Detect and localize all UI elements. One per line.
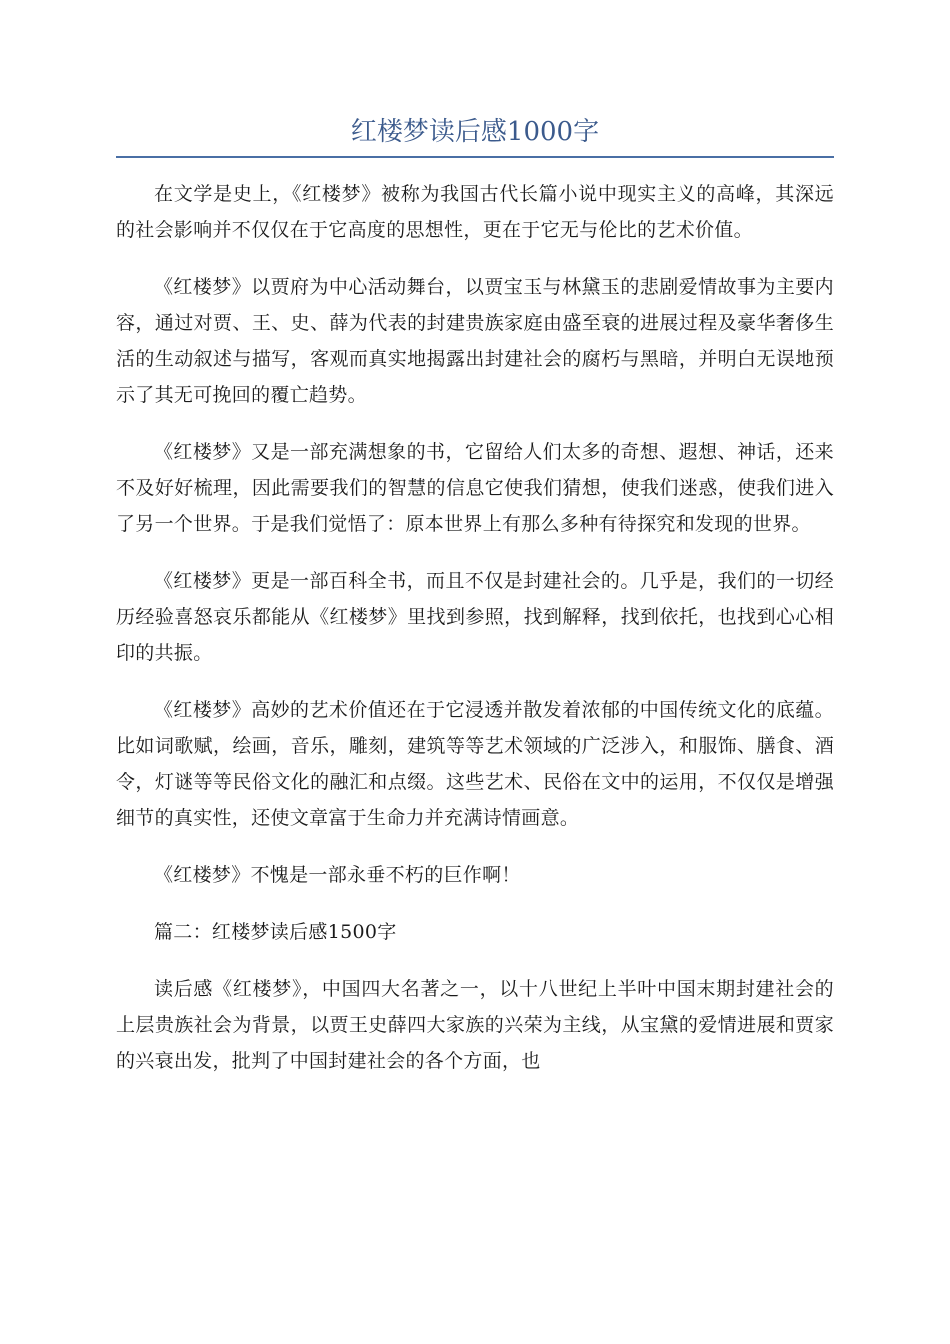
- document-body: [116, 176, 834, 1100]
- paragraph: 《红楼梦》高妙的艺术价值还在于它浸透并散发着浓郁的中国传统文化的底蕴。比如词歌赋，绘画，音乐，雕刻，建筑等等艺术领域的广泛涉入，和服饰、膳食、酒令，灯谜等等民俗文化的融汇和点缀。这些艺术、民俗在文中的运用，不仅仅是增强细节的真实性，还使文章富于生命力并充满诗情画意。: [116, 699, 834, 829]
- section-heading: 篇二：红楼梦读后感1500字: [154, 921, 397, 943]
- paragraph: 《红楼梦》更是一部百科全书，而且不仅是封建社会的。几乎是，我们的一切经历经验喜怒哀乐都能从《红楼梦》里找到参照，找到解释，找到依托，也找到心心相印的共振。: [116, 570, 834, 664]
- title-block: [116, 112, 834, 158]
- paragraph: 读后感《红楼梦》，中国四大名著之一，以十八世纪上半叶中国末期封建社会的上层贵族社会为背景，以贾王史薛四大家族的兴荣为主线，从宝黛的爱情进展和贾家的兴衰出发，批判了中国封建社会的各个方面，也: [116, 978, 834, 1072]
- document-title: 红楼梦读后感1000字: [350, 117, 600, 147]
- paragraph: 在文学是史上，《红楼梦》被称为我国古代长篇小说中现实主义的高峰，其深远的社会影响并不仅仅在于它高度的思想性，更在于它无与伦比的艺术价值。: [116, 183, 834, 241]
- paragraph: 《红楼梦》不愧是一部永垂不朽的巨作啊！: [154, 864, 521, 886]
- paragraph: 《红楼梦》以贾府为中心活动舞台，以贾宝玉与林黛玉的悲剧爱情故事为主要内容，通过对贾、王、史、薛为代表的封建贵族家庭由盛至衰的进展过程及豪华奢侈生活的生动叙述与描写，客观而真实地揭露出封建社会的腐朽与黑暗，并明白无误地预示了其无可挽回的覆亡趋势。: [116, 276, 834, 406]
- paragraph: 《红楼梦》又是一部充满想象的书，它留给人们太多的奇想、遐想、神话，还来不及好好梳理，因此需要我们的智慧的信息它使我们猜想，使我们迷惑，使我们进入了另一个世界。于是我们觉悟了：原本世界上有那么多种有待探究和发现的世界。: [116, 441, 834, 535]
